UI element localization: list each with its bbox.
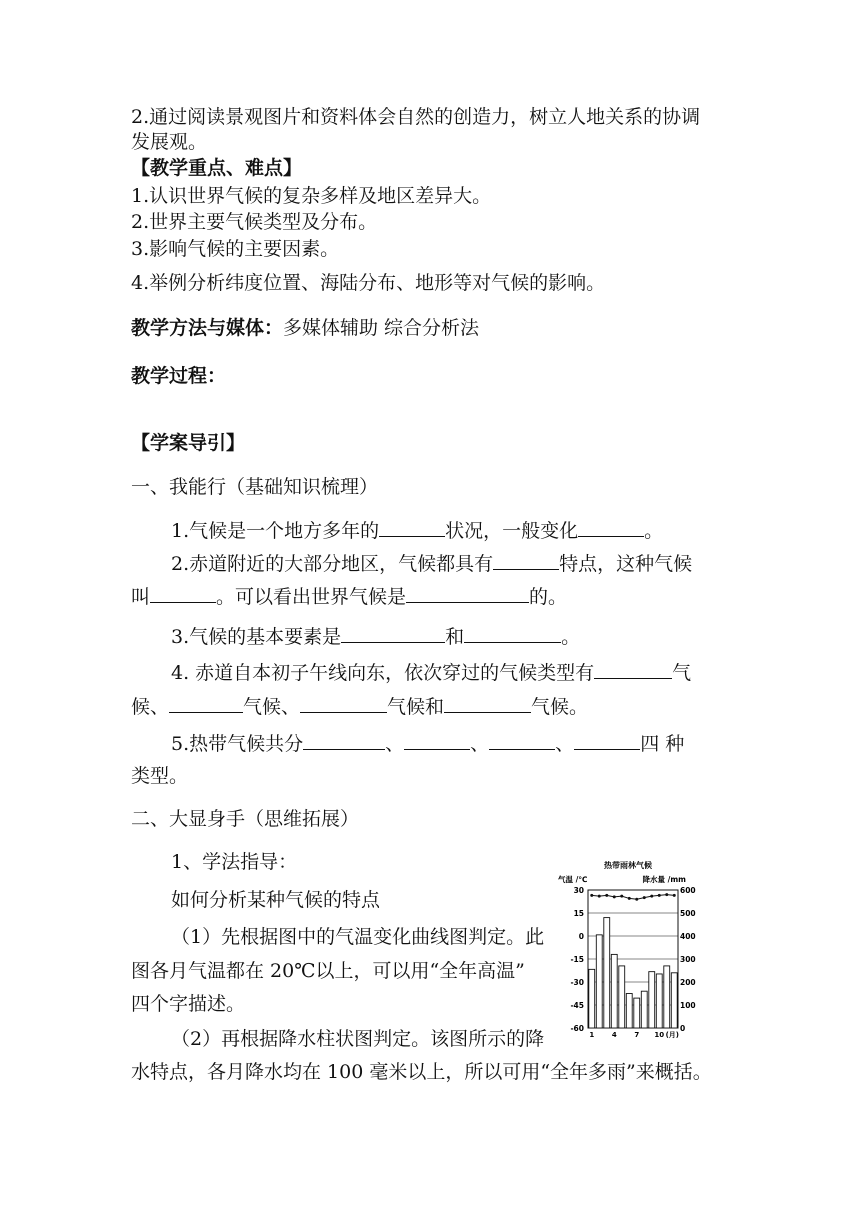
teaching-process-label: 教学过程：: [131, 365, 227, 387]
analysis-paragraph-2: （2）再根据降水柱状图判定。该图所示的降: [171, 1028, 545, 1050]
guide-heading: 【学案导引】: [131, 432, 246, 454]
teaching-method-label: 教学方法与媒体：: [131, 317, 284, 339]
question-2-line2: 叫 。可以看出世界气候是 的。: [131, 582, 567, 610]
analysis-paragraph-1: 四个字描述。: [131, 993, 246, 1015]
temperature-point: [673, 894, 676, 897]
temperature-point: [665, 893, 668, 896]
answer-blank[interactable]: [574, 729, 640, 750]
temperature-point: [590, 894, 593, 897]
left-axis-label: 气温 /℃: [558, 875, 588, 884]
key-points-heading: 【教学重点、难点】: [131, 157, 303, 179]
objective-2-line2: 发展观。: [131, 131, 208, 153]
right-tick-label: 200: [680, 978, 696, 987]
temperature-point: [650, 895, 653, 898]
analysis-paragraph-1: （1）先根据图中的气温变化曲线图判定。此: [171, 926, 545, 948]
teaching-method: [131, 315, 479, 341]
answer-blank[interactable]: [303, 729, 385, 750]
answer-blank[interactable]: [444, 692, 531, 713]
left-tick-label: -15: [570, 955, 584, 964]
right-tick-label: 500: [680, 909, 696, 918]
answer-blank[interactable]: [594, 658, 672, 679]
left-tick-label: 15: [573, 909, 584, 918]
precipitation-bar: [619, 966, 625, 1028]
temperature-point: [635, 898, 638, 901]
answer-blank[interactable]: [464, 622, 561, 643]
answer-blank[interactable]: [404, 729, 470, 750]
answer-blank[interactable]: [578, 516, 644, 537]
key-point-item: 1.认识世界气候的复杂多样及地区差异大。: [131, 185, 492, 207]
question-2-line1: 2.赤道附近的大部分地区，气候都具有 特点，这种气候: [171, 549, 692, 577]
temperature-point: [658, 894, 661, 897]
section2-sub1: 1、学法指导：: [171, 851, 298, 873]
precipitation-bar: [611, 954, 617, 1028]
precipitation-bar: [649, 972, 655, 1028]
x-tick-label: 4: [611, 1031, 617, 1039]
x-tick-label: 10: [654, 1031, 665, 1039]
answer-blank[interactable]: [300, 692, 387, 713]
left-tick-label: -30: [570, 978, 584, 987]
question-5-line2: 类型。: [131, 765, 189, 787]
analysis-paragraph-1: 图各月气温都在 20℃以上，可以用“全年高温”: [131, 960, 525, 982]
temperature-point: [620, 895, 623, 898]
key-point-item: 4.举例分析纬度位置、海陆分布、地形等对气候的影响。: [131, 272, 606, 294]
precipitation-bar: [589, 969, 595, 1028]
answer-blank[interactable]: [169, 692, 243, 713]
question-1: 1.气候是一个地方多年的 状况，一般变化 。: [171, 516, 663, 544]
analysis-paragraph-2: 水特点，各月降水均在 100 毫米以上，所以可用“全年多雨”来概括。: [131, 1061, 712, 1083]
answer-blank[interactable]: [489, 729, 555, 750]
key-point-item: 2.世界主要气候类型及分布。: [131, 211, 378, 233]
temperature-point: [628, 897, 631, 900]
answer-blank[interactable]: [379, 516, 445, 537]
precipitation-bar: [656, 974, 662, 1028]
left-tick-label: -60: [570, 1024, 584, 1033]
left-tick-label: -45: [570, 1001, 584, 1010]
temperature-point: [598, 895, 601, 898]
x-tick-label: 1: [589, 1031, 595, 1039]
key-point-item: 3.影响气候的主要因素。: [131, 238, 340, 260]
climate-chart: [556, 858, 696, 1048]
section1-title: 一、我能行（基础知识梳理）: [131, 476, 379, 498]
right-tick-label: 100: [680, 1001, 696, 1010]
precipitation-bar: [641, 991, 647, 1028]
temperature-point: [613, 895, 616, 898]
precipitation-bar: [604, 918, 610, 1028]
precipitation-bar: [626, 994, 632, 1029]
temperature-point: [605, 894, 608, 897]
question-4-line1: 4. 赤道自本初子午线向东，依次穿过的气候类型有 气: [171, 658, 691, 686]
objective-2-line1: 2.通过阅读景观图片和资料体会自然的创造力，树立人地关系的协调: [131, 106, 701, 128]
teaching-method-value: 多媒体辅助 综合分析法: [283, 317, 480, 339]
precipitation-bar: [671, 973, 677, 1028]
answer-blank[interactable]: [341, 622, 445, 643]
question-4-line2: 候、 气候、 气候和 气候。: [131, 692, 588, 720]
section2-title: 二、大显身手（思维拓展）: [131, 808, 360, 830]
right-tick-label: 400: [680, 932, 696, 941]
right-tick-label: 300: [680, 955, 696, 964]
chart-title: 热带雨林气候: [604, 861, 652, 870]
question-5-line1: 5.热带气候共分 、 、 、 四 种: [171, 729, 684, 757]
right-tick-label: 600: [680, 886, 696, 895]
answer-blank[interactable]: [493, 549, 559, 570]
x-tick-label: 7: [634, 1031, 640, 1039]
precipitation-bar: [634, 998, 640, 1028]
right-axis-label: 降水量 /mm: [642, 875, 686, 884]
answer-blank[interactable]: [406, 582, 529, 603]
left-tick-label: 0: [578, 932, 584, 941]
temperature-line: [592, 895, 675, 900]
precipitation-bar: [664, 966, 670, 1028]
left-tick-label: 30: [573, 886, 584, 895]
right-tick-label: 0: [680, 1024, 686, 1033]
temperature-point: [643, 896, 646, 899]
question-3: 3.气候的基本要素是 和 。: [171, 622, 580, 650]
method-question: 如何分析某种气候的特点: [171, 889, 381, 911]
answer-blank[interactable]: [150, 582, 216, 603]
precipitation-bar: [596, 935, 602, 1028]
x-unit-label: (月): [665, 1031, 679, 1039]
